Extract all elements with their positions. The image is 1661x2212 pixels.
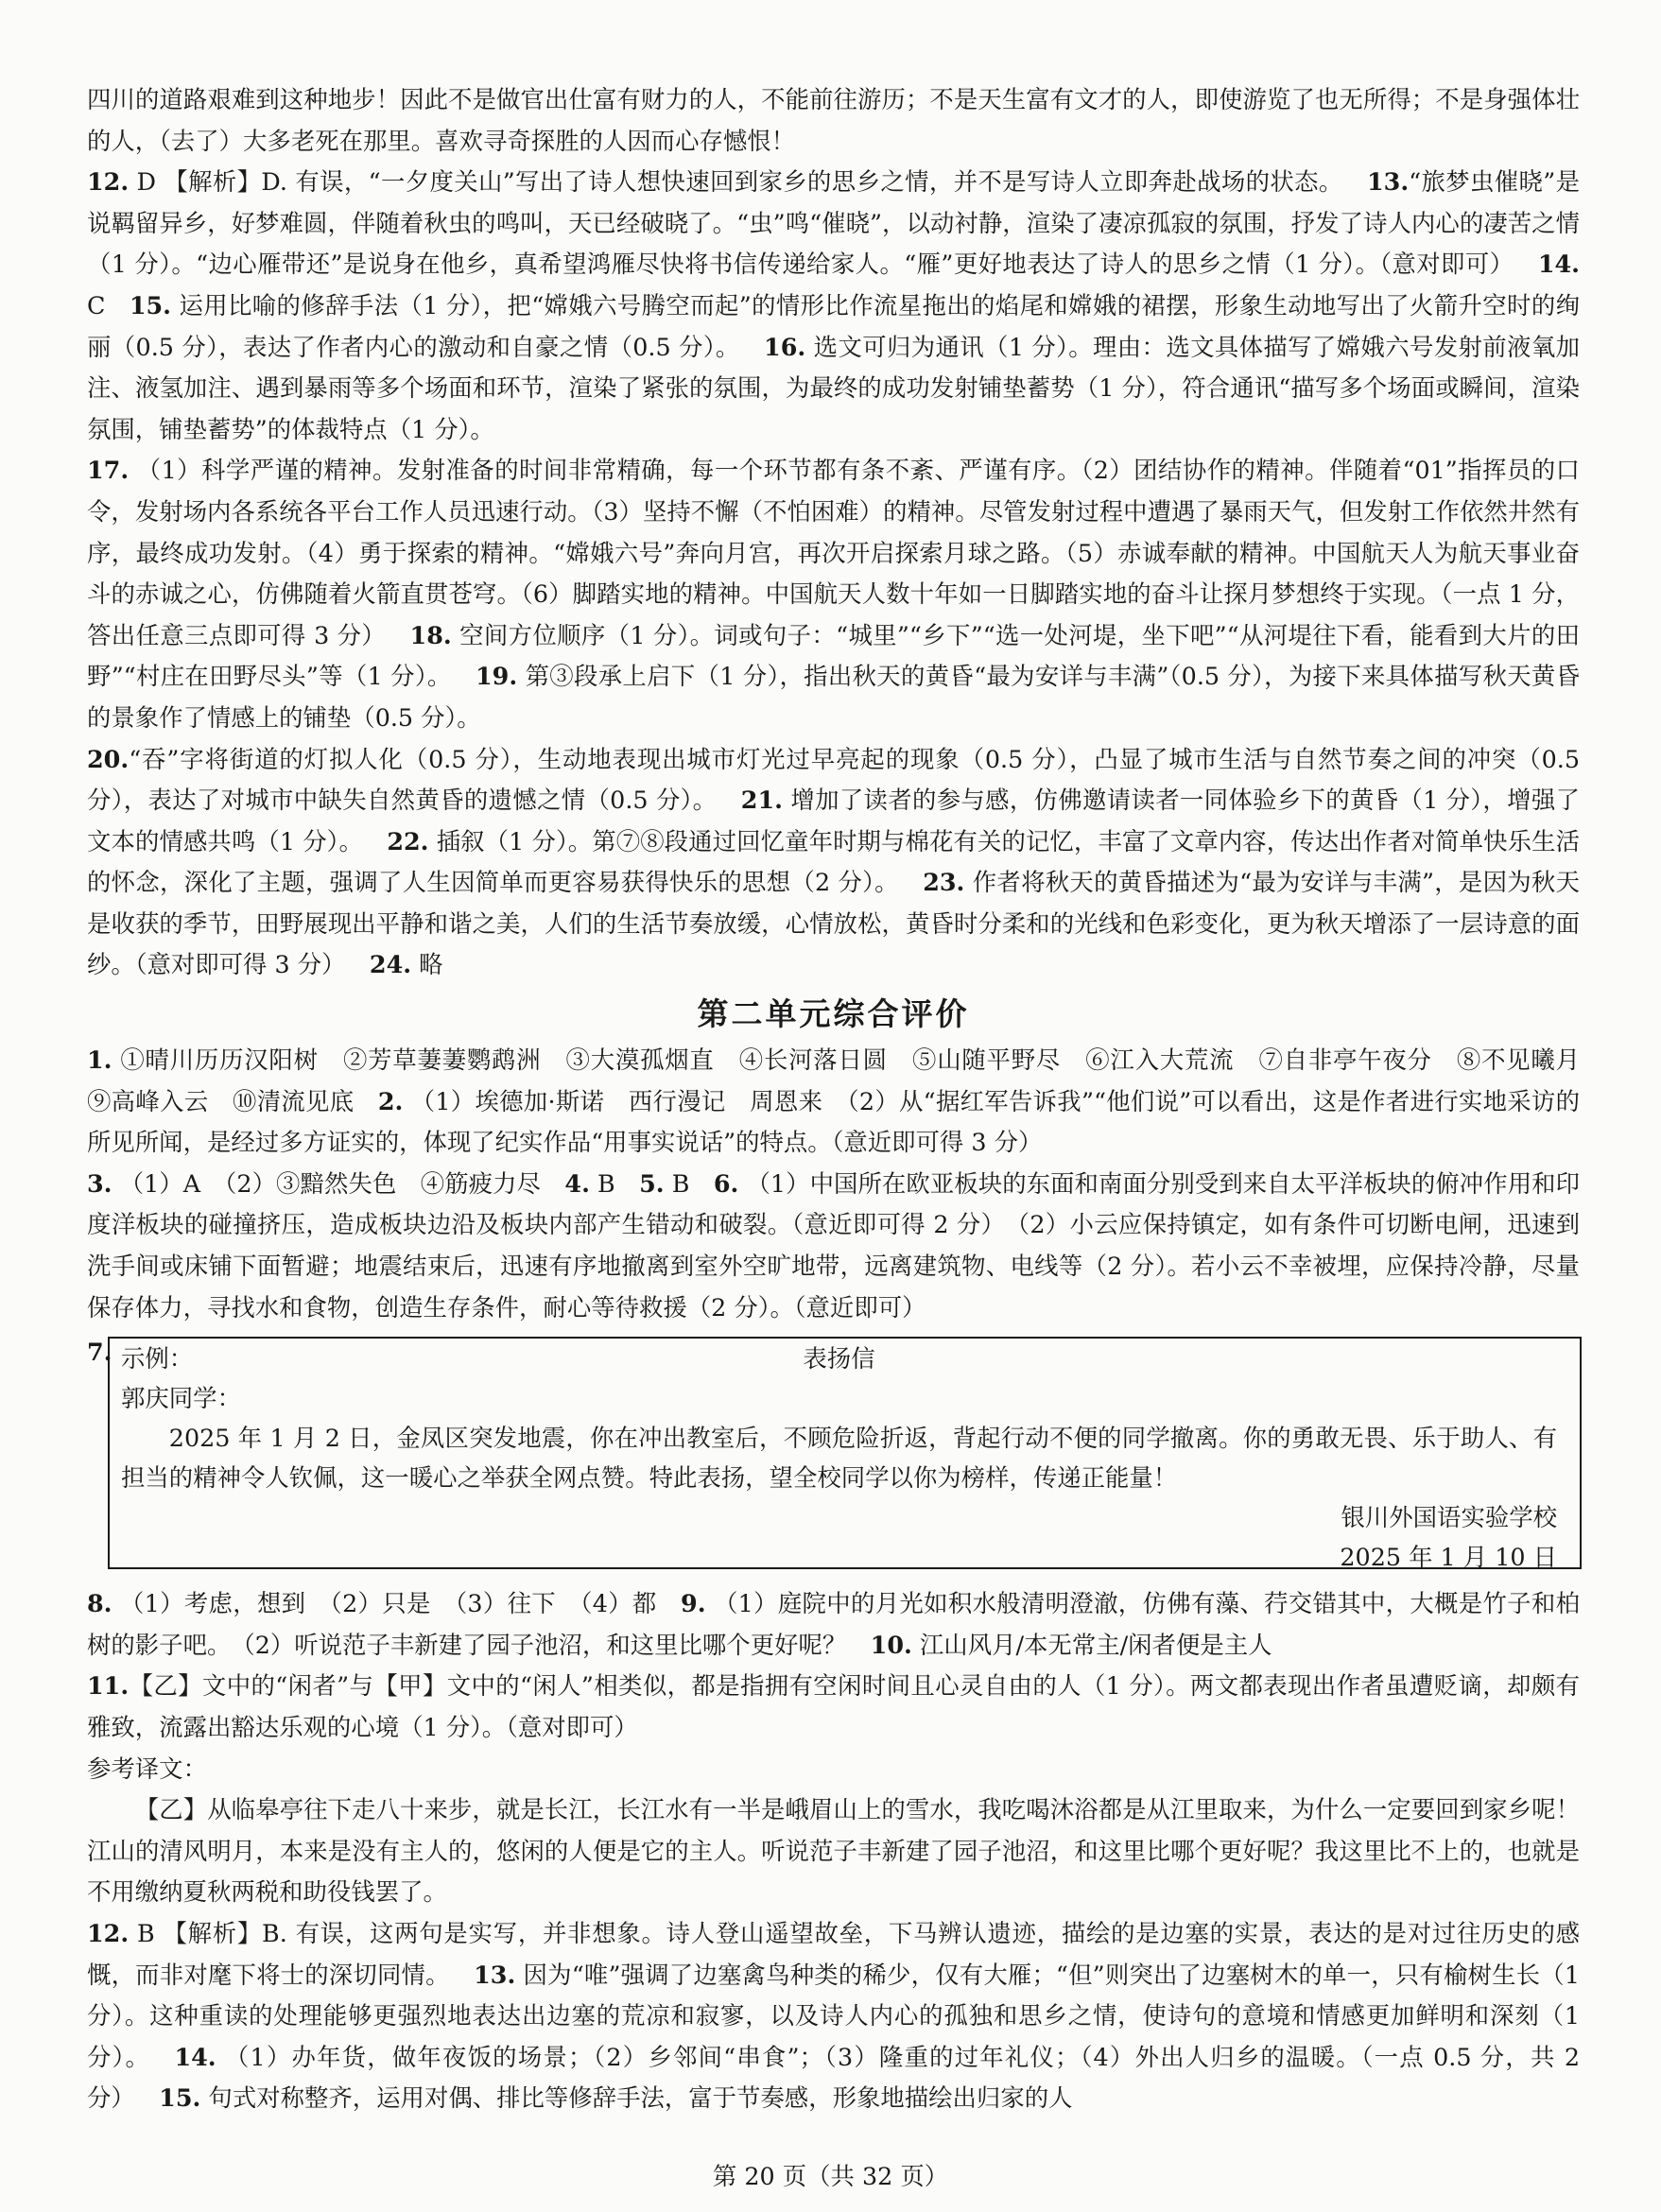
q22-number: 22. xyxy=(387,826,429,855)
letter-date: 2025 年 1 月 10 日 xyxy=(1340,1543,1557,1572)
answers-continued xyxy=(87,79,1580,986)
commendation-letter-box xyxy=(108,1337,1582,1572)
u2-q5-answer: B xyxy=(664,1168,690,1198)
q13-number: 13. xyxy=(1366,167,1410,197)
letter-signer: 银川外国语实验学校 xyxy=(1341,1503,1557,1532)
q7-row xyxy=(87,1333,1580,1579)
q21-number: 21. xyxy=(740,786,783,815)
u2-q1-answer: ①晴川历历汉阳树 ②芳草萋萋鹦鹉洲 ③大漠孤烟直 ④长河落日圆 ⑤山随平野尽 ⑥江入大荒流 ⑦自非亭午夜分 ⑧不见曦月 ⑨高峰入云 ⑩清流见底 xyxy=(87,1046,1604,1115)
q18-number: 18. xyxy=(409,620,452,649)
u2-q13-number: 13. xyxy=(474,1960,516,1989)
q13-answer: “旅梦虫催晓”是说羁留异乡，好梦难圆，伴随着秋虫的鸣叫，天已经破晓了。“虫”鸣“催晓”，以动衬静，渲染了凄凉孤寂的氛围，抒发了诗人内心的凄苦之情（1 分）。“边心雁带还”是说身在他乡，真希望鸿雁尽快将书信传递给家人。“雁”更好地表达了诗人的思乡之情（1 分）。（意对即可） xyxy=(87,167,1580,279)
reference-translation-text: 【乙】从临皋亭往下走八十来步，就是长江，长江水有一半是峨眉山上的雪水，我吃喝沐浴都是从江里取来，为什么一定要回到家乡呢！江山的清风明月，本来是没有主人的，悠闲的人便是它的主人。听说范子丰新建了园子池沼，和这里比哪个更好呢？我这里比不上的，也就是不用缴纳夏秋两税和助役钱罢了。 xyxy=(87,1795,1580,1907)
u2-q10-answer: 江山风月/本无常主/闲者便是主人 xyxy=(911,1630,1272,1659)
q20-answer: “吞”字将街道的灯拟人化（0.5 分），生动地表现出城市灯光过早亮起的现象（0.5 分），凸显了城市生活与自然节奏之间的冲突（0.5 分），表达了对城市中缺失自然黄昏的遗憾之情（0.5 分）。 xyxy=(87,744,1580,815)
u2-q14-number: 14. xyxy=(174,2042,216,2071)
unit2-answers-part1 xyxy=(87,1040,1604,1328)
letter-body: 2025 年 1 月 2 日，金凤区突发地震，你在冲出教室后，不顾危险折返，背起行动不便的同学撤离。你的勇敢无畏、乐于助人、有担当的精神令人钦佩，这一暖心之举获全网点赞。特此表扬，望全校同学以你为榜样，传递正能量！ xyxy=(121,1424,1557,1493)
u2-q15-answer: 句式对称整齐，运用对偶、排比等修辞手法，富于节奏感，形象地描绘出归家的人 xyxy=(200,2083,1073,2113)
unit2-answers-part2 xyxy=(87,1583,1580,2119)
u2-q2-answer: （1）埃德加·斯诺 西行漫记 周恩来 （2）从“据红军告诉我”“他们说”可以看出，这是作者进行实地采访的所见所闻，是经过多方证实的，体现了纪实作品“用事实说话”的特点。（意近即可得 3 分） xyxy=(87,1086,1580,1157)
u2-q9-answer: （1）庭院中的月光如积水般清明澄澈，仿佛有藻、荇交错其中，大概是竹子和柏树的影子吧。 （2）听说范子丰新建了园子池沼，和这里比哪个更好呢？ xyxy=(87,1589,1581,1659)
q23-number: 23. xyxy=(923,868,965,897)
u2-q11-number: 11. xyxy=(87,1671,130,1701)
u2-q14-answer: （1）办年货，做年夜饭的场景；（2）乡邻间“串食”；（3）隆重的过年礼仪；（4）外出人归乡的温暖。（一点 0.5 分，共 2 分） xyxy=(87,2042,1580,2113)
u2-q10-number: 10. xyxy=(870,1630,912,1659)
q16-answer: 选文可归为通讯（1 分）。理由：选文具体描写了嫦娥六号发射前液氧加注、液氢加注、遇到暴雨等多个场面和环节，渲染了紧张的氛围，为最终的成功发射铺垫蓄势（1 分），符合通讯“描写多个场面或瞬间，渲染氛围，铺垫蓄势”的体裁特点（1 分）。 xyxy=(87,332,1580,443)
q14-number: 14. xyxy=(1537,250,1580,279)
q14-answer: C xyxy=(87,290,106,320)
u2-q3-answer: （1）A （2）③黯然失色 ④筋疲力尽 xyxy=(112,1168,542,1198)
u2-q8-answer: （1）考虑，想到 （2）只是 （3）往下 （4）都 xyxy=(112,1589,657,1618)
letter-example-label: 示例： xyxy=(121,1344,194,1374)
u2-q12-number: 12. xyxy=(87,1918,130,1947)
u2-q6-answer: （1）中国所在欧亚板块的东面和南面分别受到来自太平洋板块的俯冲作用和印度洋板块的碰撞挤压，造成板块边沿及板块内部产生错动和破裂。（意近即可得 2 分） （2）小云应保持镇定，如有条件可切断电闸，迅速到洗手间或床铺下面暂避；地震结束后，迅速有序地撤离到室外空旷地带，远离建筑物、电线等（2 分）。若小云不幸被埋，应保持冷静，尽量保存体力，寻找水和食物，创造生存条件，耐心等待救援（2 分）。（意近即可） xyxy=(87,1168,1580,1322)
q21-answer: 增加了读者的参与感，仿佛邀请读者一同体验乡下的黄昏（1 分），增强了文本的情感共鸣（1 分）。 xyxy=(87,786,1580,855)
u2-q15-number: 15. xyxy=(159,2083,201,2113)
q19-answer: 第③段承上启下（1 分），指出秋天的黄昏“最为安详与丰满”（0.5 分），为接下来具体描写秋天黄昏的景象作了情感上的铺垫（0.5 分）。 xyxy=(87,662,1581,732)
q20-number: 20. xyxy=(87,744,130,773)
q15-number: 15. xyxy=(129,290,172,320)
u2-q4-number: 4. xyxy=(564,1168,590,1198)
u2-q11-answer: 【乙】文中的“闲者”与【甲】文中的“闲人”相类似，都是指拥有空闲时间且心灵自由的人（1 分）。两文都表现出作者虽遭贬谪，却颇有雅致，流露出豁达乐观的心境（1 分）。（意对即可） xyxy=(87,1671,1580,1741)
u2-q5-number: 5. xyxy=(639,1168,665,1198)
u2-q1-number: 1. xyxy=(87,1046,112,1075)
letter-header xyxy=(121,1339,1557,1378)
u2-q12-answer: B 【解析】B. 有误，这两句是实写，并非想象。诗人登山遥望故垒，下马辨认遗迹，描绘的是边塞的实景，表达的是对过往历史的感慨，而非对麾下将士的深切同情。 xyxy=(87,1918,1580,1989)
q12-number: 12. xyxy=(87,167,130,197)
u2-q2-number: 2. xyxy=(377,1086,404,1115)
reference-translation-label: 参考译文： xyxy=(87,1754,207,1783)
u2-q4-answer: B xyxy=(589,1168,615,1198)
q15-answer: 运用比喻的修辞手法（1 分），把“嫦娥六号腾空而起”的情形比作流星拖出的焰尾和嫦娥的裙摆，形象生动地写出了火箭升空时的绚丽（0.5 分），表达了作者内心的激动和自豪之情（0.5 分）。 xyxy=(87,290,1580,361)
q24-answer: 略 xyxy=(411,950,443,979)
q24-number: 24. xyxy=(369,950,412,979)
q17-number: 17. xyxy=(87,456,130,485)
q18-answer: 空间方位顺序（1 分）。词或句子：“城里”“乡下”“选一处河堤，坐下吧”“从河堤往下看，能看到大片的田野”“村庄在田野尽头”等（1 分）。 xyxy=(87,620,1580,691)
section-title: 第二单元综合评价 xyxy=(697,995,970,1033)
q12-answer: D 【解析】D. 有误，“一夕度关山”写出了诗人想快速回到家乡的思乡之情，并不是写诗人立即奔赴战场的状态。 xyxy=(129,167,1343,197)
q22-answer: 插叙（1 分）。第⑦⑧段通过回忆童年时期与棉花有关的记忆，丰富了文章内容，传达出作者对简单快乐生活的怀念，深化了主题，强调了人生因简单而更容易获得快乐的思想（2 分）。 xyxy=(87,826,1580,897)
u2-q3-number: 3. xyxy=(87,1168,112,1198)
letter-title: 表扬信 xyxy=(803,1344,875,1374)
u2-q9-number: 9. xyxy=(681,1589,706,1618)
q16-number: 16. xyxy=(764,332,806,361)
q19-number: 19. xyxy=(476,662,518,691)
q17-answer: （1）科学严谨的精神。发射准备的时间非常精确，每一个环节都有条不紊、严谨有序。（2）团结协作的精神。伴随着“01”指挥员的口令，发射场内各系统各平台工作人员迅速行动。（3）坚持不懈（不怕困难）的精神。尽管发射过程中遭遇了暴雨天气，但发射工作依然井然有序，最终成功发射。（4）勇于探索的精神。“嫦娥六号”奔向月宫，再次开启探索月球之路。（5）赤诚奉献的精神。中国航天人为航天事业奋斗的赤诚之心，仿佛随着火箭直贯苍穹。（6）脚踏实地的精神。中国航天人数十年如一日脚踏实地的奋斗让探月梦想终于实现。（一点 1 分，答出任意三点即可得 3 分） xyxy=(87,456,1580,649)
u2-q13-answer: 因为“唯”强调了边塞禽鸟种类的稀少，仅有大雁；“但”则突出了边塞树木的单一，只有榆树生长（1 分）。这种重读的处理能够更强烈地表达出边塞的荒凉和寂寥，以及诗人内心的孤独和思乡之情，使诗句的意境和情感更加鲜明和深刻（1 分）。 xyxy=(87,1960,1581,2071)
u2-q8-number: 8. xyxy=(87,1589,112,1618)
u2-q6-number: 6. xyxy=(713,1168,739,1198)
page-number: 第 20 页（共 32 页） xyxy=(712,2162,949,2190)
letter-greeting: 郭庆同学： xyxy=(121,1384,241,1413)
u2-q7-number: 7. xyxy=(87,1338,112,1367)
q23-answer: 作者将秋天的黄昏描述为“最为安详与丰满”，是因为秋天是收获的季节，田野展现出平静和谐之美，人们的生活节奏放缓，心情放松，黄昏时分柔和的光线和色彩变化，更为秋天增添了一层诗意的面纱。（意对即可得 3 分） xyxy=(87,868,1580,979)
translation-tail: 四川的道路艰难到这种地步！因此不是做官出仕富有财力的人，不能前往游历；不是天生富有文才的人，即使游览了也无所得；不是身强体壮的人，（去了）大多老死在那里。喜欢寻奇探胜的人因而心存憾恨！ xyxy=(87,85,1580,155)
